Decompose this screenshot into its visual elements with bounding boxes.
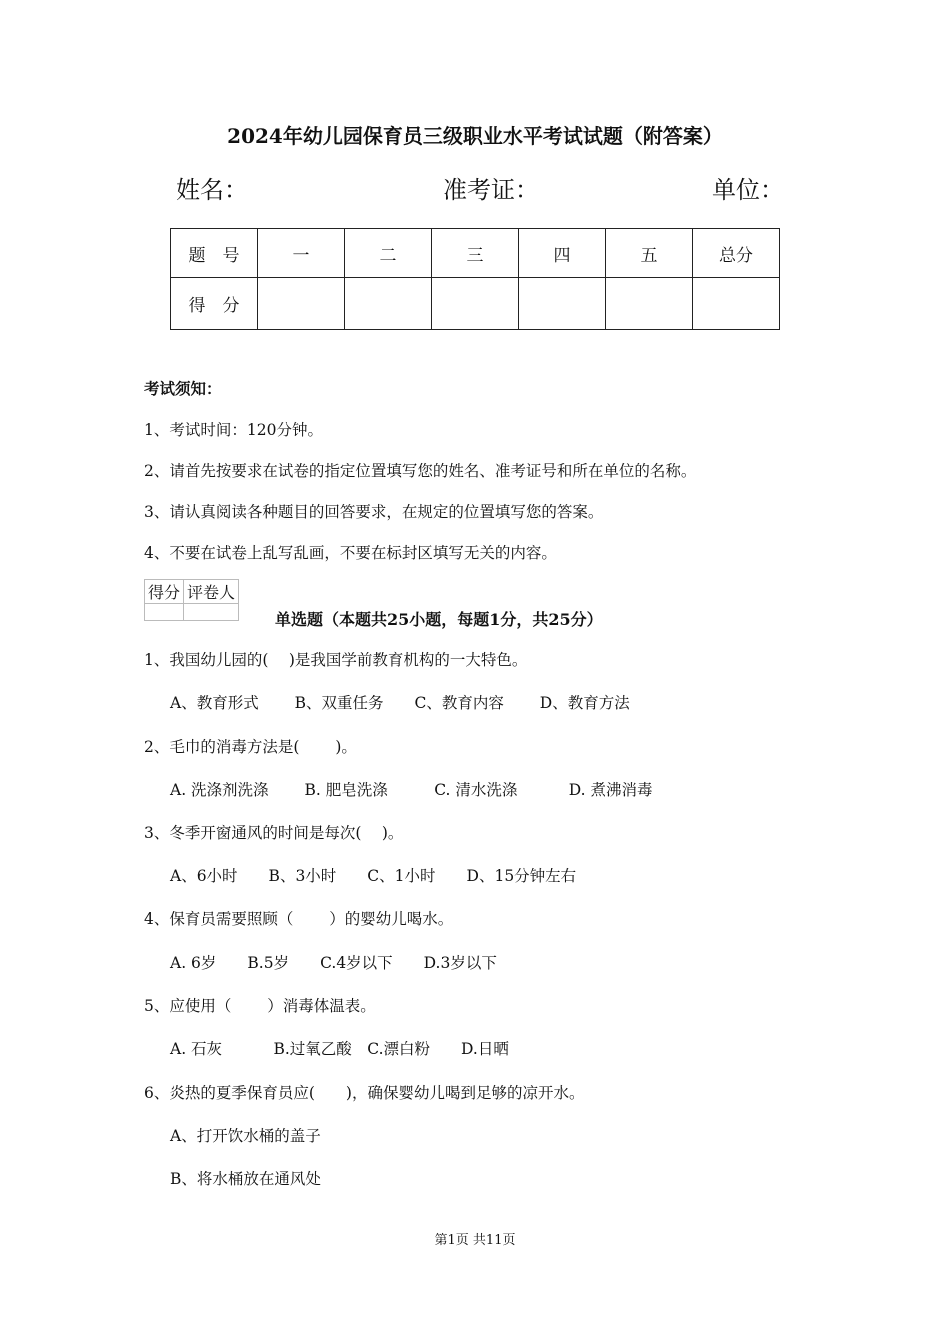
score-header-cell: 总分: [693, 229, 780, 278]
question-options: A、6小时 B、3小时 C、1小时 D、15分钟左右: [170, 867, 577, 885]
score-header-cell: 题 号: [171, 229, 258, 278]
exam-id-label: 准考证：: [443, 176, 539, 204]
question-options: A. 石灰 B.过氧乙酸 C.漂白粉 D.日晒: [170, 1040, 509, 1058]
page-title: 2024年幼儿园保育员三级职业水平考试试题（附答案）: [227, 124, 723, 148]
score-header-cell: 三: [432, 229, 519, 278]
notice-item: 4、不要在试卷上乱写乱画，不要在标封区填写无关的内容。: [144, 544, 557, 562]
score-table: [170, 228, 780, 330]
score-cell: [519, 278, 606, 330]
question-text: 2、毛巾的消毒方法是( )。: [144, 738, 357, 756]
section-heading: 单选题（本题共25小题，每题1分，共25分）: [275, 610, 603, 629]
notice-heading: 考试须知：: [144, 379, 222, 398]
notice-item: 2、请首先按要求在试卷的指定位置填写您的姓名、准考证号和所在单位的名称。: [144, 462, 697, 480]
score-cell: [432, 278, 519, 330]
notice-item: 1、考试时间：120分钟。: [144, 421, 323, 439]
score-header-cell: 五: [606, 229, 693, 278]
score-row-label: 得 分: [171, 278, 258, 330]
question-options: A. 6岁 B.5岁 C.4岁以下 D.3岁以下: [170, 954, 497, 972]
question-text: 5、应使用（ ）消毒体温表。: [144, 997, 376, 1015]
question-text: 6、炎热的夏季保育员应( )，确保婴幼儿喝到足够的凉开水。: [144, 1084, 585, 1102]
grader-box: [144, 579, 239, 621]
question-text: 4、保育员需要照顾（ ）的婴幼儿喝水。: [144, 910, 454, 928]
name-label: 姓名：: [176, 176, 248, 204]
grader-score-label: 得分: [145, 580, 184, 604]
score-header-cell: 二: [345, 229, 432, 278]
question-option: A、打开饮水桶的盖子: [170, 1127, 321, 1145]
score-cell: [693, 278, 780, 330]
page-footer: 第1页 共11页: [434, 1233, 516, 1248]
unit-label: 单位：: [712, 176, 784, 204]
question-options: A. 洗涤剂洗涤 B. 肥皂洗涤 C. 清水洗涤 D. 煮沸消毒: [170, 781, 653, 799]
question-text: 3、冬季开窗通风的时间是每次( )。: [144, 824, 404, 842]
grader-reviewer-label: 评卷人: [184, 580, 239, 604]
score-cell: [258, 278, 345, 330]
score-cell: [606, 278, 693, 330]
grader-score-cell: [145, 604, 184, 621]
notice-item: 3、请认真阅读各种题目的回答要求，在规定的位置填写您的答案。: [144, 503, 604, 521]
score-header-cell: 四: [519, 229, 606, 278]
question-options: A、教育形式 B、双重任务 C、教育内容 D、教育方法: [170, 694, 630, 712]
question-text: 1、我国幼儿园的( )是我国学前教育机构的一大特色。: [144, 651, 528, 669]
grader-reviewer-cell: [184, 604, 239, 621]
score-cell: [345, 278, 432, 330]
question-option: B、将水桶放在通风处: [170, 1170, 321, 1188]
score-header-cell: 一: [258, 229, 345, 278]
